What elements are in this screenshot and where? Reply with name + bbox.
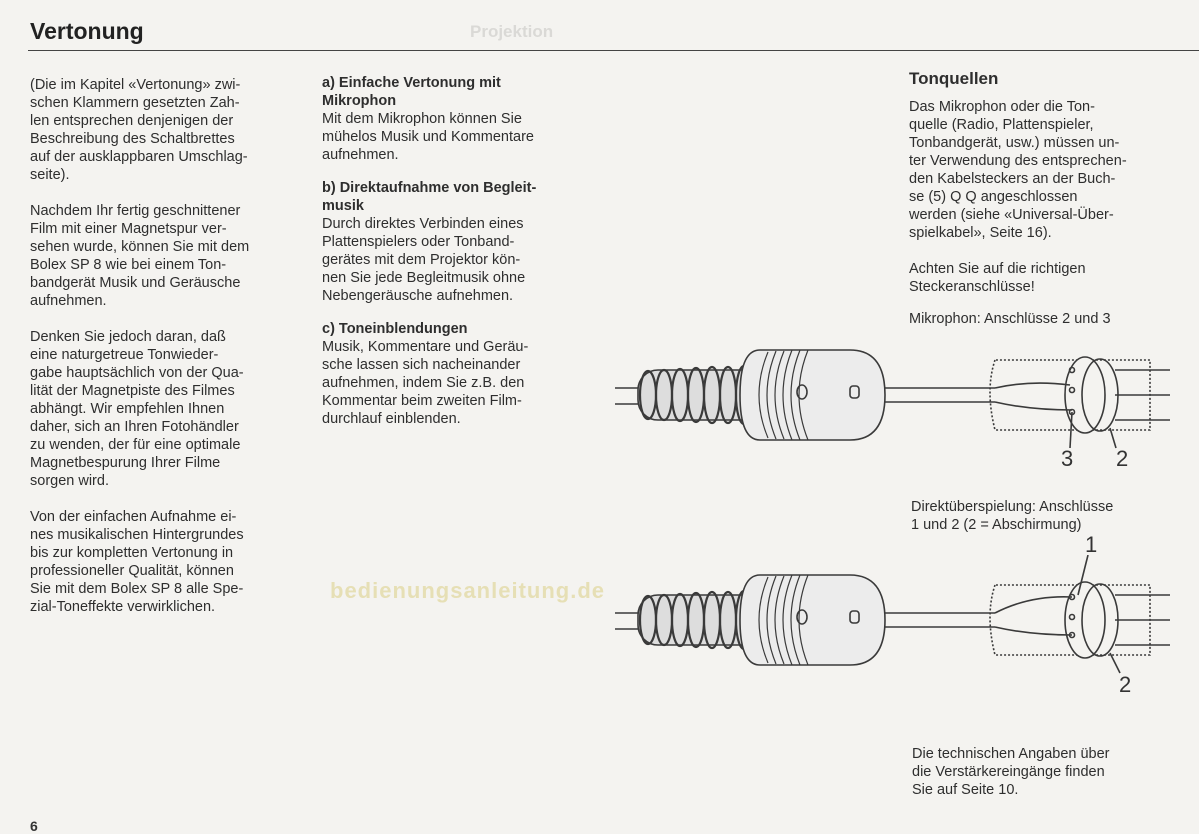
section-body: Mit dem Mikrophon können Sie mühelos Musik und Kommentare aufnehmen. <box>322 111 534 163</box>
page-title: Vertonung <box>30 18 144 44</box>
section-title: c) Toneinblendungen <box>322 321 468 337</box>
methods-column <box>322 74 592 443</box>
terminal-label-2: 2 <box>1116 446 1129 471</box>
direct-transfer-caption: Direktüberspielung: Anschlüsse 1 und 2 (2 = Abschirmung) <box>911 499 1114 533</box>
title-rule <box>28 50 1199 51</box>
terminal-label-3: 3 <box>1061 446 1074 471</box>
section-body: Musik, Kommentare und Geräu- sche lassen sich nacheinander aufnehmen, indem Sie z.B. den Kommentar beim zweiten Film- durchlauf einblenden. <box>322 339 529 427</box>
intro-column <box>30 76 300 634</box>
terminal-label-1: 1 <box>1085 532 1098 557</box>
section-title: b) Direktaufnahme von Begleit- musik <box>322 180 537 214</box>
section-title: a) Einfache Vertonung mit Mikrophon <box>322 75 501 109</box>
section-sound-fade-in <box>322 320 592 428</box>
intro-paragraph-1: (Die im Kapitel «Vertonung» zwi- schen Klammern gesetzten Zah- len entsprechen denjenigen der Beschreibung des Schaltbrettes auf der ausklappbaren Umschlag- seite). <box>30 77 248 183</box>
section-direct-recording <box>322 179 592 305</box>
direct-transfer-connector-illustration <box>610 555 1170 675</box>
page-number: 6 <box>30 818 38 834</box>
sound-sources-column <box>909 70 1189 328</box>
bleed-through-title: Projektion <box>470 22 554 41</box>
sources-paragraph: Das Mikrophon oder die Ton- quelle (Radio, Plattenspieler, Tonbandgerät, usw.) müssen un- ter Verwendung des entsprechen- den Kabelsteckers an der Buch- se (5) Q Q angeschlossen werden (siehe «Universal-Über- spielkabel», Seite 16). <box>909 99 1127 241</box>
terminal-label-2-shield: 2 <box>1119 672 1132 697</box>
intro-paragraph-2: Nachdem Ihr fertig geschnittener Film mit einer Magnetspur ver- sehen wurde, können Sie mit dem Bolex SP 8 wie bei einem Ton- bandgerät Musik und Geräusche aufnehmen. <box>30 203 250 309</box>
microphone-connector-illustration <box>610 340 1170 480</box>
intro-paragraph-3: Denken Sie jedoch daran, daß eine naturgetreue Tonwieder- gabe hauptsächlich von der Qua- lität der Magnetpiste des Filmes abhängt. Wir empfehlen Ihnen daher, sich an Ihren Fotohändler zu wenden, der für eine optimale Magnetbespurung Ihrer Filme sorgen wird. <box>30 329 244 489</box>
technical-note: Die technischen Angaben über die Verstärkereingänge finden Sie auf Seite 10. <box>912 746 1110 798</box>
section-simple-recording <box>322 74 592 164</box>
section-heading-tonquellen: Tonquellen <box>909 69 999 88</box>
intro-paragraph-4: Von der einfachen Aufnahme ei- nes musikalischen Hintergrundes bis zur kompletten Vertonung in professioneller Qualität, können Sie mit dem Bolex SP 8 alle Spe- zial-Toneffekte verwirklichen. <box>30 509 244 615</box>
section-body: Durch direktes Verbinden eines Plattenspielers oder Tonband- gerätes mit dem Projektor kön- nen Sie jede Begleitmusik ohne Nebengeräusche aufnehmen. <box>322 216 526 304</box>
watermark: bedienungsanleitung.de <box>330 578 606 603</box>
microphone-caption: Mikrophon: Anschlüsse 2 und 3 <box>909 311 1111 327</box>
connector-warning: Achten Sie auf die richtigen Steckeranschlüsse! <box>909 261 1086 295</box>
